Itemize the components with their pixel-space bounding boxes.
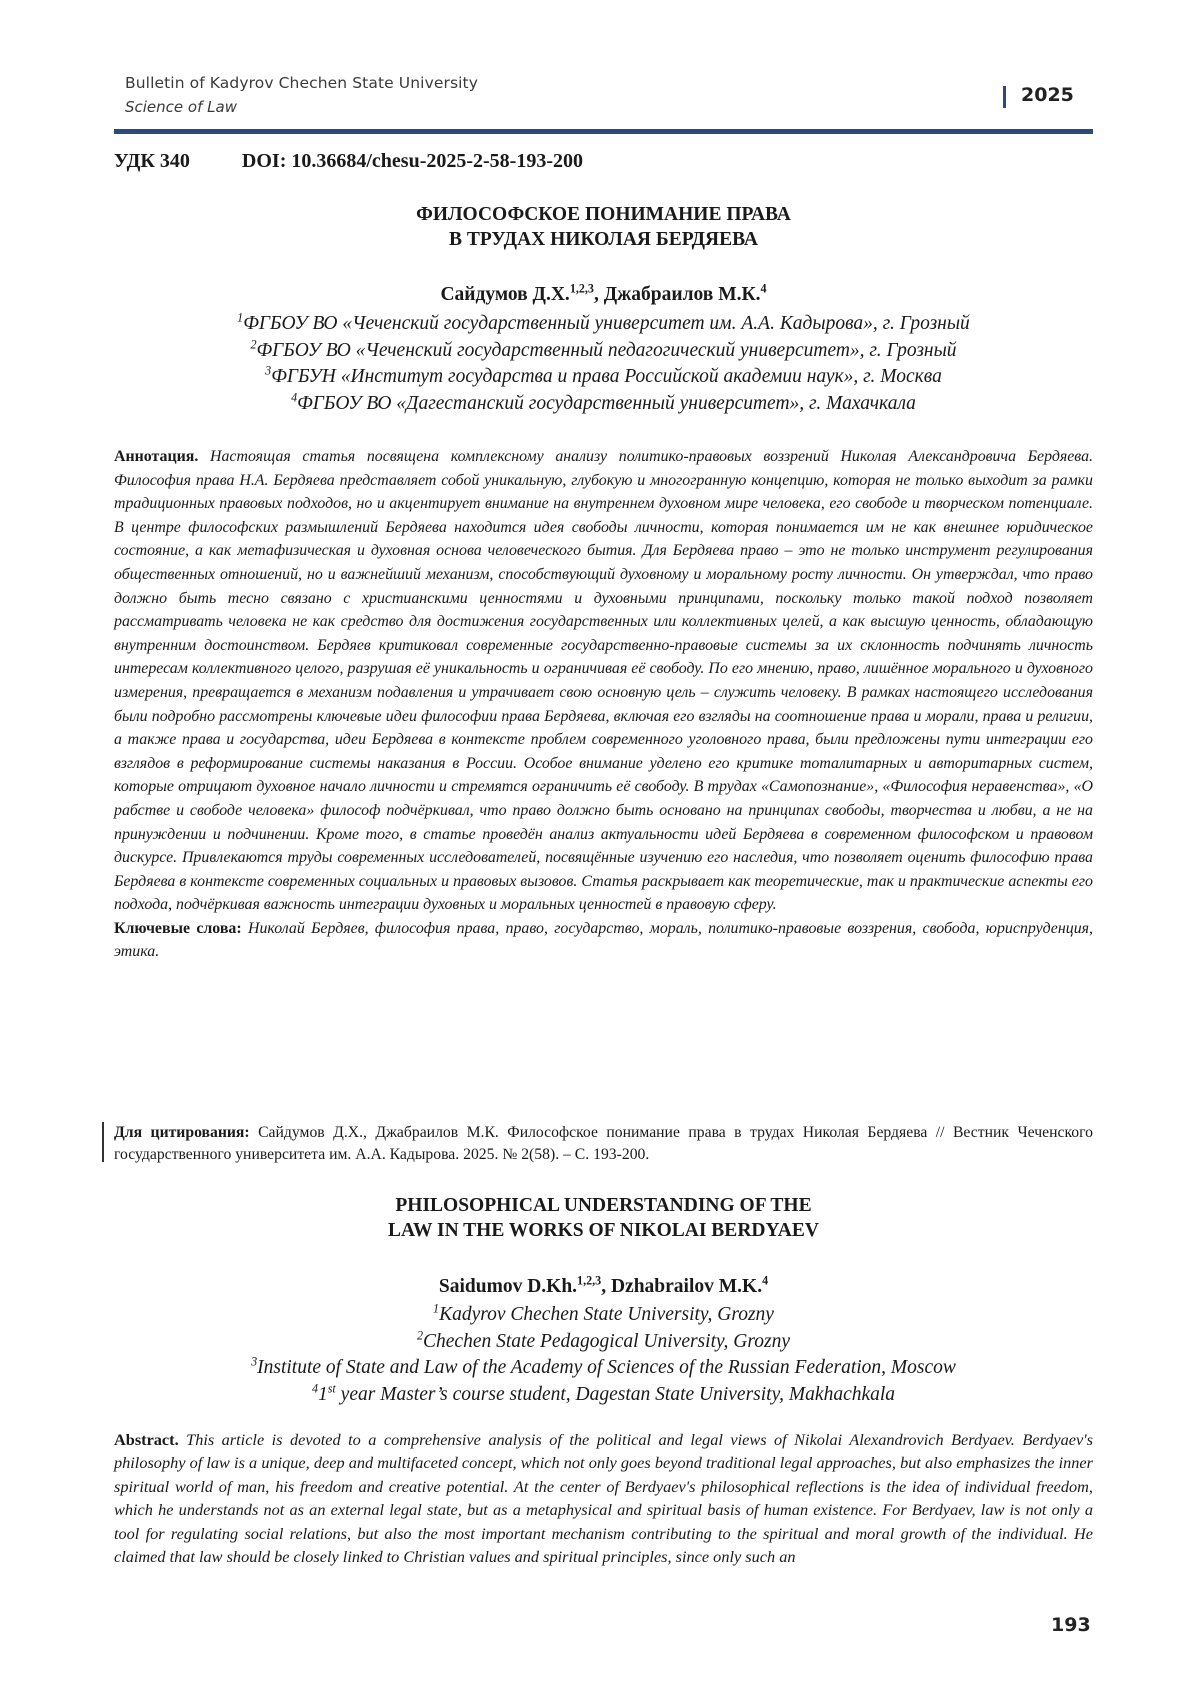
affiliation-num: 4 bbox=[312, 1381, 318, 1395]
citation-label: Для цитирования: bbox=[114, 1124, 250, 1141]
page-number: 193 bbox=[1051, 1614, 1091, 1636]
abstract-ru-paragraph bbox=[114, 445, 1093, 917]
affiliation-num: 3 bbox=[251, 1355, 257, 1369]
affiliation-num: 4 bbox=[291, 390, 297, 404]
author-1-ru-sup: 1,2,3 bbox=[570, 282, 594, 296]
affiliation-ru bbox=[114, 391, 1093, 418]
affiliation-ru bbox=[114, 364, 1093, 391]
author-separator-en: , bbox=[601, 1276, 611, 1297]
author-2-ru-sup: 4 bbox=[761, 282, 767, 296]
abstract-ru-text: Настоящая статья посвящена комплексному анализу политико-правовых воззрений Николая Александровича Бердяева. Философия права Н.А. Бердяева представляет собой уникальную, глубокую и многогранную концепцию, которая не только выходит за рамки традиционных правовых подходов, но и акцентирует внимание на внутреннем духовном мире человека, его свободе и творческом потенциале. В центре философских размышлений Бердяева находится идея свободы личности, которая понимается им не как внешнее юридическое состояние, а как метафизическая и духовная основа человеческого бытия. Для Бердяева право – это не только инструмент регулирования общественных отношений, но и важнейший механизм, способствующий духовному и моральному росту личности. Он утверждал, что право должно быть тесно связано с христианскими ценностями и духовными принципами, поскольку только такой подход позволяет рассматривать человека не как средство для достижения государственных или коллективных целей, а как высшую ценность, обладающую внутренним достоинством. Бердяев критиковал современные государственно-правовые системы за их склонность подчинять личность интересам коллективного целого, разрушая её уникальность и ограничивая её свободу. По его мнению, право, лишённое морального и духовного измерения, превращается в механизм подавления и утрачивает свою основную цель – служить человеку. В рамках настоящего исследования были подробно рассмотрены ключевые идеи философии права Бердяева, включая его взгляды на соотношение права и морали, права и религии, а также права и государства, идеи Бердяева в контексте проблем современного уголовного права, были предложены пути интеграции его взглядов в реформирование системы наказания в России. Особое внимание уделено его критике тоталитарных и авторитарных систем, которые отрицают духовное начало личности и стремятся ограничить её свободу. В трудах «Самопознание», «Философия неравенства», «О рабстве и свободе человека» философ подчёркивал, что право должно быть основано на принципах свободы, творчества и любви, а не на принуждении и подчинении. Кроме того, в статье проведён анализ актуальности идей Бердяева в современном философском и правовом дискурсе. Привлекаются труды современных исследователей, посвящённые изучению его наследия, что позволяет оценить философию права Бердяева в контексте современных социальных и правовых вызовов. Статья раскрывает как теоретические, так и практические аспекты его подхода, подчёркивая важность интеграции духовных и моральных ценностей в правовую сферу. bbox=[114, 448, 1093, 913]
affiliation-num: 3 bbox=[265, 364, 271, 378]
citation-bar bbox=[102, 1122, 104, 1162]
title-ru-line-1: ФИЛОСОФСКОЕ ПОНИМАНИЕ ПРАВА bbox=[114, 202, 1093, 227]
title-en-line-2: LAW IN THE WORKS OF NIKOLAI BERDYAEV bbox=[114, 1218, 1093, 1243]
year-divider bbox=[1003, 86, 1006, 108]
affiliation-en bbox=[114, 1355, 1093, 1382]
affiliation-ru bbox=[114, 338, 1093, 365]
affiliation-en bbox=[114, 1329, 1093, 1356]
doi[interactable]: DOI: 10.36684/chesu-2025-2-58-193-200 bbox=[242, 150, 583, 172]
author-1-en: Saidumov D.Kh. bbox=[439, 1276, 577, 1297]
author-1-ru: Сайдумов Д.Х. bbox=[440, 284, 569, 305]
affiliation-en bbox=[114, 1302, 1093, 1329]
affiliation-ru bbox=[114, 311, 1093, 338]
affiliations-ru bbox=[114, 311, 1093, 417]
journal-title: Bulletin of Kadyrov Chechen State University bbox=[125, 74, 478, 92]
title-en-line-1: PHILOSOPHICAL UNDERSTANDING OF THE bbox=[114, 1193, 1093, 1218]
abstract-ru-label: Аннотация. bbox=[114, 448, 198, 465]
affiliation-text: ФГБОУ ВО «Дагестанский государственный университет», г. Махачкала bbox=[297, 393, 916, 414]
article-title-ru bbox=[114, 202, 1093, 252]
abstract-en bbox=[114, 1428, 1093, 1568]
affiliation-text: year Master’s course student, Dagestan State University, Makhachkala bbox=[336, 1384, 895, 1405]
author-2-en: Dzhabrailov M.K. bbox=[611, 1276, 762, 1297]
keywords-ru-paragraph bbox=[114, 917, 1093, 964]
title-ru-line-2: В ТРУДАХ НИКОЛАЯ БЕРДЯЕВА bbox=[114, 227, 1093, 252]
article-title-en bbox=[114, 1193, 1093, 1243]
affiliation-text: Chechen State Pedagogical University, Grozny bbox=[423, 1331, 790, 1352]
authors-en bbox=[114, 1276, 1093, 1298]
affiliation-en bbox=[114, 1382, 1093, 1409]
author-2-en-sup: 4 bbox=[762, 1274, 768, 1288]
keywords-ru-label: Ключевые слова: bbox=[114, 920, 242, 937]
citation-text: Сайдумов Д.Х., Джабраилов М.К. Философское понимание права в трудах Николая Бердяева // Вестник Чеченского государственного университета им. А.А. Кадырова. 2025. № 2(58). – С. 193-200. bbox=[114, 1124, 1093, 1163]
author-separator-ru: , bbox=[594, 284, 604, 305]
author-2-ru: Джабраилов М.К. bbox=[604, 284, 761, 305]
citation bbox=[114, 1122, 1093, 1166]
affiliation-num: 1 bbox=[237, 311, 243, 325]
authors-ru bbox=[114, 284, 1093, 306]
affiliation-num: 2 bbox=[417, 1328, 423, 1342]
header-rule bbox=[114, 129, 1093, 134]
keywords-ru-text: Николай Бердяев, философия права, право, государство, мораль, политико-правовые воззрения, свобода, юриспруденция, этика. bbox=[114, 920, 1093, 961]
affiliation-text: ФГБОУ ВО «Чеченский государственный педагогический университет», г. Грозный bbox=[256, 340, 956, 361]
affiliations-en bbox=[114, 1302, 1093, 1408]
udk-code: УДК 340 bbox=[114, 150, 190, 172]
author-1-en-sup: 1,2,3 bbox=[577, 1274, 601, 1288]
abstract-ru bbox=[114, 445, 1093, 964]
affiliation-text: ФГБУН «Институт государства и права Российской академии наук», г. Москва bbox=[271, 366, 942, 387]
udk-doi-line bbox=[114, 150, 583, 173]
affiliation-ordinal-sup: st bbox=[328, 1381, 336, 1395]
abstract-en-text: This article is devoted to a comprehensive analysis of the political and legal views of Nikolai Alexandrovich Berdyaev. Berdyaev's philosophy of law is a unique, deep and multifaceted concept, which not only goes beyond traditional legal approaches, but also emphasizes the inner spiritual world of man, his freedom and creative potential. At the center of Berdyaev's philosophical reflections is the idea of individual freedom, which he understands not as an external legal state, but as a metaphysical and spiritual basis of human existence. For Berdyaev, law is not only a tool for regulating social relations, but also the most important mechanism contributing to the spiritual and moral growth of the individual. He claimed that law should be closely linked to Christian values and spiritual principles, since only such an bbox=[114, 1430, 1093, 1566]
affiliation-text: ФГБОУ ВО «Чеченский государственный университет им. А.А. Кадырова», г. Грозный bbox=[243, 313, 970, 334]
journal-page bbox=[0, 0, 1200, 1697]
issue-year: 2025 bbox=[1021, 84, 1074, 106]
journal-section: Science of Law bbox=[125, 98, 237, 116]
affiliation-text: Institute of State and Law of the Academy of Sciences of the Russian Federation, Moscow bbox=[257, 1357, 956, 1378]
abstract-en-label: Abstract. bbox=[114, 1430, 179, 1449]
affiliation-text: Kadyrov Chechen State University, Grozny bbox=[439, 1304, 774, 1325]
affiliation-num: 2 bbox=[250, 337, 256, 351]
affiliation-text-prefix: 1 bbox=[318, 1384, 328, 1405]
affiliation-num: 1 bbox=[433, 1302, 439, 1316]
